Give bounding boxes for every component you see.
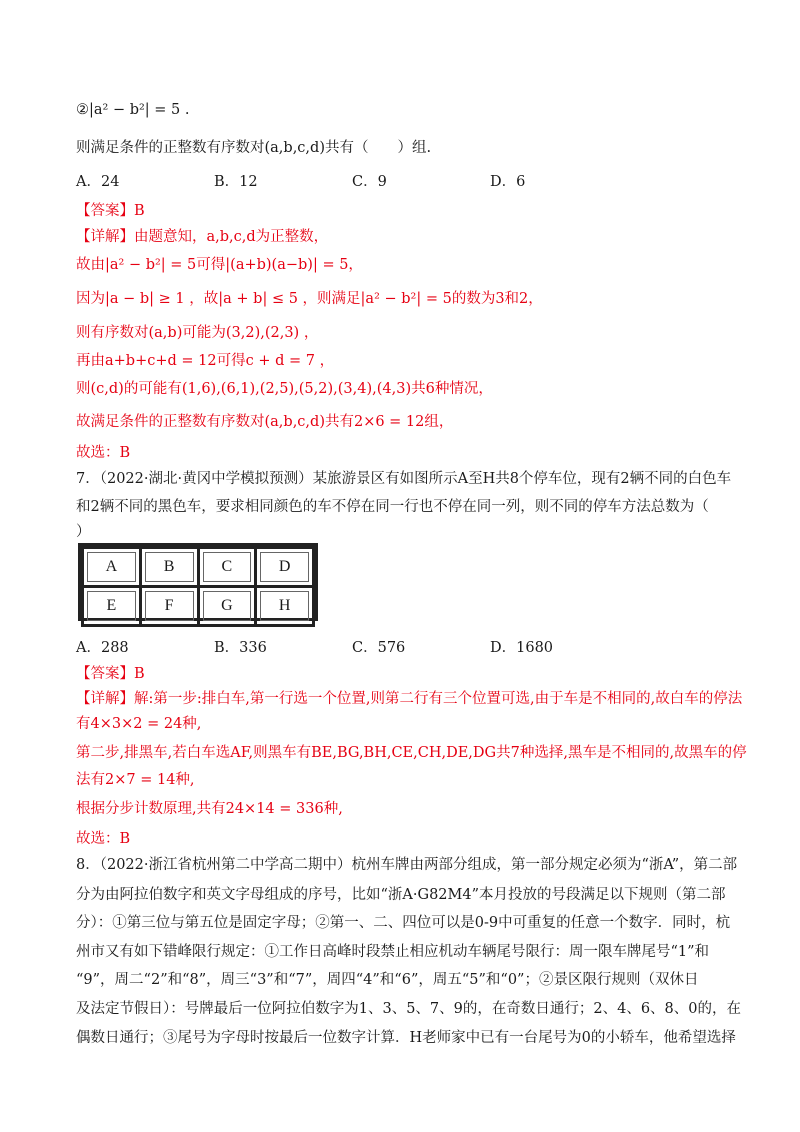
parking-spot (140, 587, 198, 626)
question-8-line: “9”，周二“2”和“8”，周三“3”和“7”，周四“4”和“6”，周五“5”和“0”；②景区限行规则（双休日 (76, 972, 699, 988)
parking-spot (256, 548, 314, 587)
question-8-line: 8．（2022·浙江省杭州第二中学高二期中）杭州车牌由两部分组成，第一部分规定必须为“浙A”，第二部 (76, 857, 738, 873)
q6-detail-line: 故选：B (76, 445, 131, 461)
q6-detail-line: 则(c,d)的可能有(1,6),(6,1),(2,5),(5,2),(3,4),(4,3)共6种情况， (76, 381, 493, 397)
question-7-stem: ） (76, 524, 91, 540)
parking-spot (83, 548, 141, 587)
q6-detail-line: 则有序数对(a,b)可能为(3,2),(2,3) ， (76, 325, 319, 341)
parking-spot-label: B (145, 552, 194, 582)
q7-detail-line: 故选：B (76, 831, 131, 847)
q7-detail-line: 有4×3×2 = 24种, (76, 716, 202, 732)
q7-detail-line: 【详解】解:第一步:排白车,第一行选一个位置,则第二行有三个位置可选,由于车是不相同的,故白车的停法 (76, 691, 743, 707)
q7-option-b: B．336 (214, 640, 267, 656)
parking-spot-label: F (145, 591, 194, 621)
parking-grid (78, 543, 318, 621)
parking-spot-label: G (203, 591, 252, 621)
q6-option-c: C．9 (352, 174, 387, 190)
q6-option-b: B．12 (214, 174, 258, 190)
condition-2: ②|a² − b²| = 5 . (76, 102, 190, 118)
q7-option-a: A．288 (76, 640, 129, 656)
q7-detail-line: 根据分步计数原理,共有24×14 = 336种, (76, 801, 343, 817)
question-8-line: 及法定节假日）：号牌最后一位阿拉伯数字为1、3、5、7、9的，在奇数日通行；2、4、6、8、0的，在 (76, 1001, 741, 1017)
q6-answer: 【答案】B (76, 203, 145, 219)
parking-spot-label: A (87, 552, 136, 582)
q6-detail-line: 故由|a² − b²| = 5可得|(a+b)(a−b)| = 5， (76, 257, 363, 273)
q6-option-a: A．24 (76, 174, 120, 190)
question-8-line: 偶数日通行；③尾号为字母时按最后一位数字计算．H老师家中已有一台尾号为0的小轿车，他希望选择 (76, 1030, 736, 1046)
q6-detail-line: 因为|a − b| ≥ 1 ，故|a + b| ≤ 5 ，则满足|a² − b²| = 5的数为3和2， (76, 291, 543, 307)
parking-spot-label: D (260, 552, 309, 582)
parking-spot (83, 587, 141, 626)
q6-detail-line: 再由a+b+c+d = 12可得c + d = 7 ， (76, 353, 335, 369)
parking-spot (198, 587, 256, 626)
parking-spot (140, 548, 198, 587)
question-6-prompt: 则满足条件的正整数有序数对(a,b,c,d)共有（ ）组. (76, 140, 432, 156)
q7-detail-line: 法有2×7 = 14种, (76, 772, 195, 788)
parking-spot-label: H (260, 591, 309, 621)
q7-answer: 【答案】B (76, 666, 145, 682)
question-8-line: 分为由阿拉伯数字和英文字母组成的序号，比如“浙A·G82M4”本月投放的号段满足以下规则（第二部 (76, 887, 726, 903)
q6-detail-line: 故满足条件的正整数有序数对(a,b,c,d)共有2×6 = 12组， (76, 414, 454, 430)
question-8-line: 州市又有如下错峰限行规定：①工作日高峰时段禁止相应机动车辆尾号限行：周一限车牌尾号“1”和 (76, 944, 710, 960)
parking-spot-label: C (203, 552, 252, 582)
q7-option-d: D．1680 (490, 640, 554, 656)
q6-option-d: D．6 (490, 174, 526, 190)
question-7-stem: 7．（2022·湖北·黄冈中学模拟预测）某旅游景区有如图所示A至H共8个停车位，现有2辆不同的白色车 (76, 471, 732, 487)
parking-spot (256, 587, 314, 626)
parking-spot (198, 548, 256, 587)
q6-detail-line: 【详解】由题意知，a,b,c,d为正整数， (76, 229, 329, 245)
q7-detail-line: 第二步,排黑车,若白车选AF,则黑车有BE,BG,BH,CE,CH,DE,DG共7种选择,黑车是不相同的,故黑车的停 (76, 745, 747, 761)
parking-spot-label: E (87, 591, 136, 621)
q7-option-c: C．576 (352, 640, 406, 656)
question-8-line: 分）：①第三位与第五位是固定字母；②第一、二、四位可以是0-9中可重复的任意一个数字．同时，杭 (76, 915, 731, 931)
question-7-stem: 和2辆不同的黑色车，要求相同颜色的车不停在同一行也不停在同一列，则不同的停车方法总数为（ (76, 499, 709, 515)
